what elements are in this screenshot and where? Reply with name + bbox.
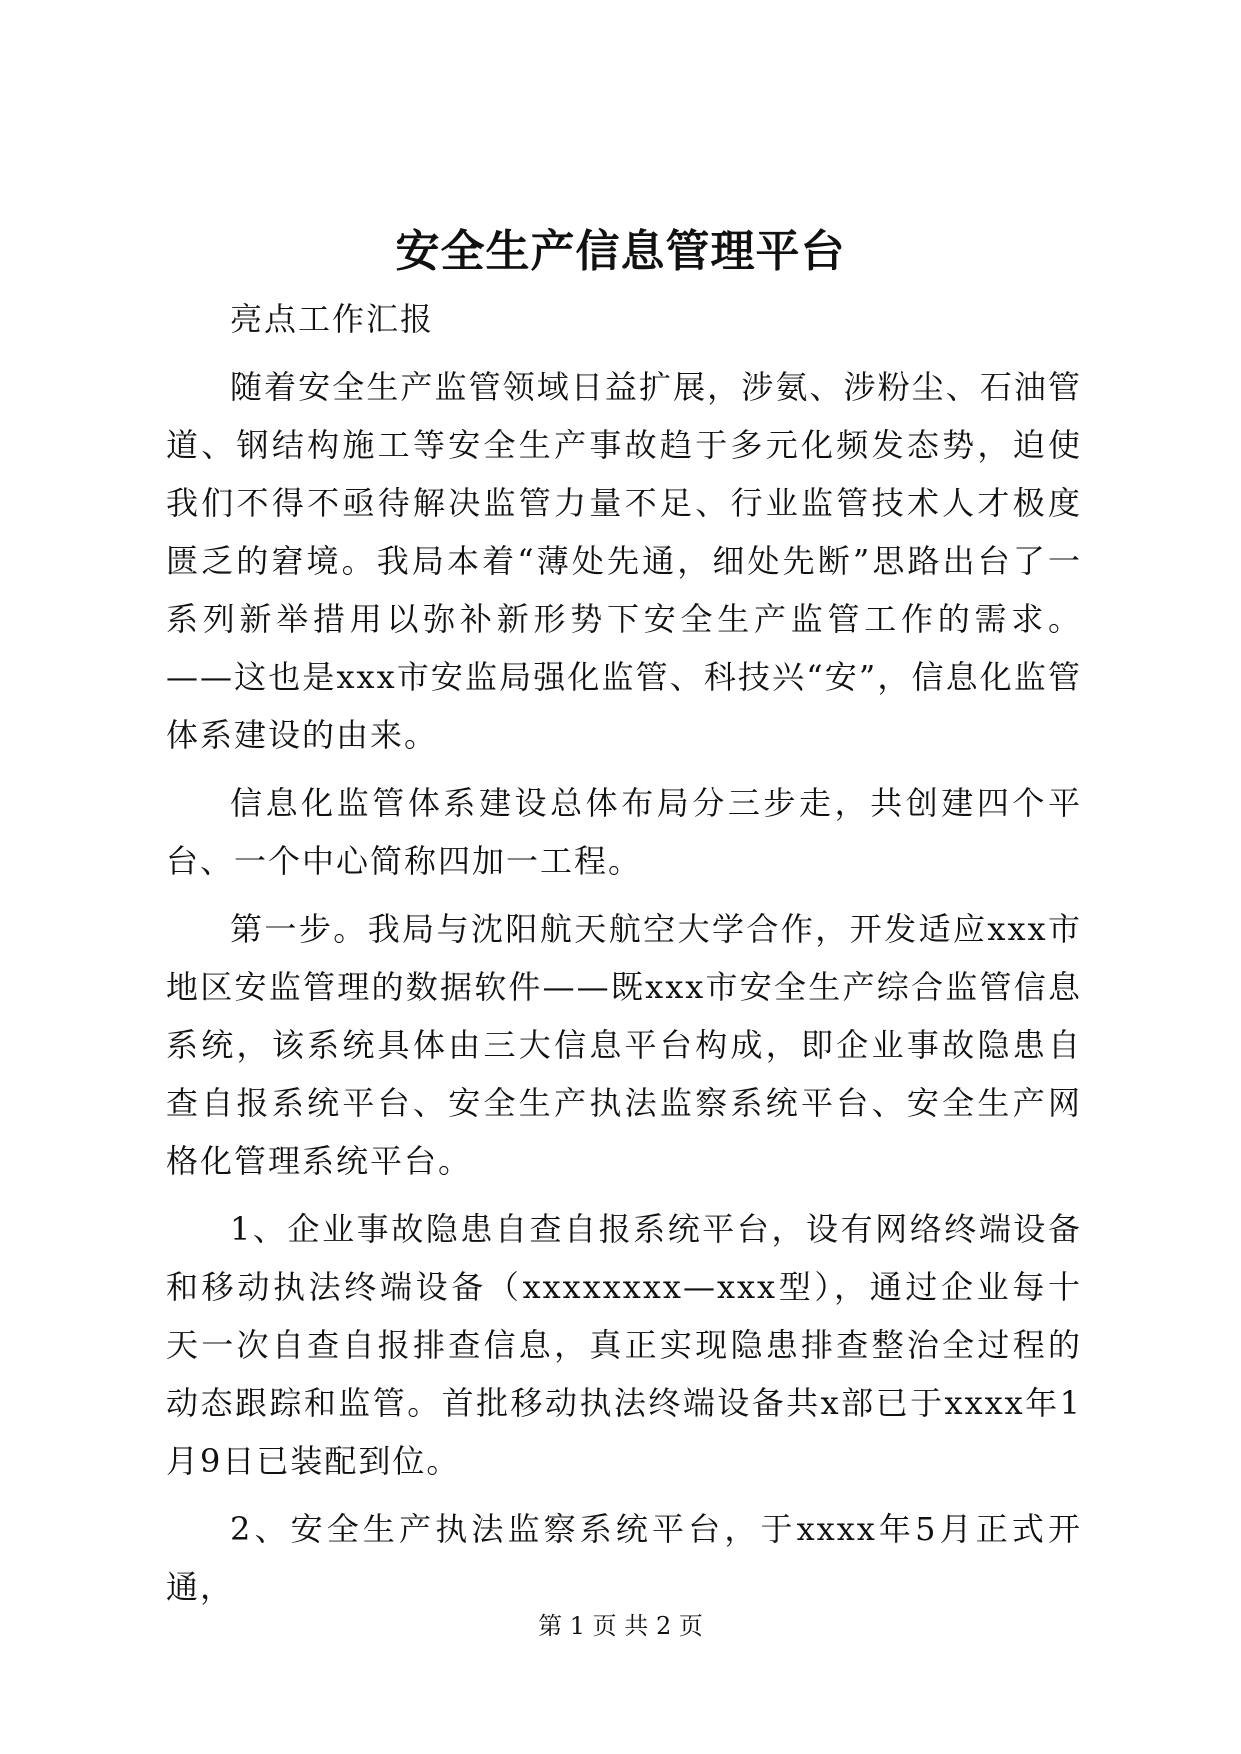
page-footer: 第 1 页 共 2 页 xyxy=(538,1612,703,1640)
document-body xyxy=(166,290,1082,1626)
paragraph-subtitle: 亮点工作汇报 xyxy=(230,300,435,338)
paragraph-step-one: 第一步。我局与沈阳航天航空大学合作，开发适应xxx市地区安监管理的数据软件——既xxx市安全生产综合监管信息系统，该系统具体由三大信息平台构成，即企业事故隐患自查自报系统平台、安全生产执法监察系统平台、安全生产网格化管理系统平台。 xyxy=(166,910,1082,1180)
paragraph-item-2: 2、安全生产执法监察系统平台，于xxxx年5月正式开通， xyxy=(166,1510,1082,1606)
paragraph-layout: 信息化监管体系建设总体布局分三步走，共创建四个平台、一个中心简称四加一工程。 xyxy=(166,784,1082,880)
document-title: 安全生产信息管理平台 xyxy=(395,226,846,277)
paragraph-intro: 随着安全生产监管领域日益扩展，涉氨、涉粉尘、石油管道、钢结构施工等安全生产事故趋于多元化频发态势，迫使我们不得不亟待解决监管力量不足、行业监管技术人才极度匮乏的窘境。我局本着“薄处先通，细处先断”思路出台了一系列新举措用以弥补新形势下安全生产监管工作的需求。——这也是xxx市安监局强化监管、科技兴“安”，信息化监管体系建设的由来。 xyxy=(166,368,1082,754)
paragraph-item-1: 1、企业事故隐患自查自报系统平台，设有网络终端设备和移动执法终端设备（xxxxxxxx—xxx型），通过企业每十天一次自查自报排查信息，真正实现隐患排查整治全过程的动态跟踪和监管。首批移动执法终端设备共x部已于xxxx年1月9日已装配到位。 xyxy=(166,1210,1082,1480)
